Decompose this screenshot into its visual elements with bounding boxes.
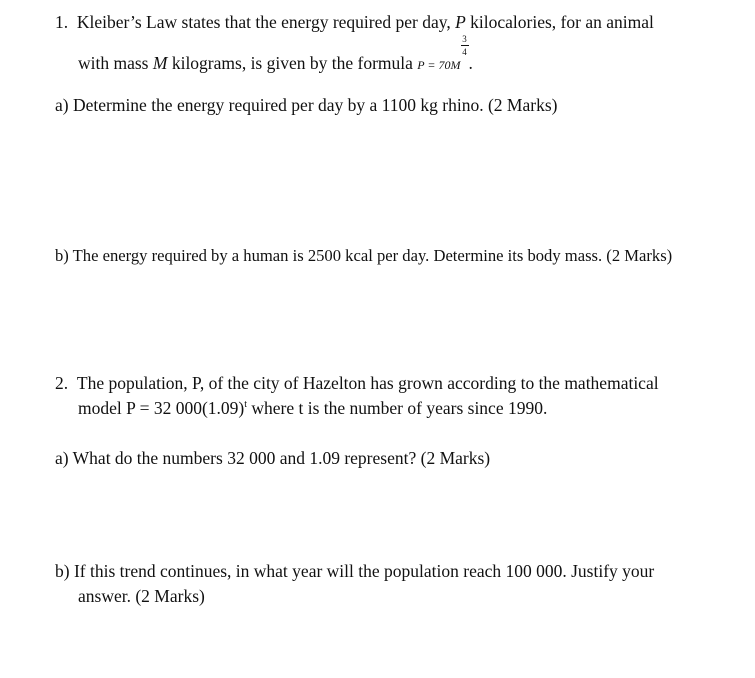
q2-exponent-t: t	[244, 399, 248, 411]
exponent-numerator: 3	[462, 34, 467, 44]
q2-line-2	[78, 400, 547, 418]
q1-part-a: a) Determine the energy required per day by a 1100 kg rhino. (2 Marks)	[55, 95, 558, 115]
q1-text-1b: kilocalories, for an animal	[465, 12, 654, 32]
fraction-bar	[461, 45, 469, 46]
q2-number: 2.	[55, 373, 69, 393]
q1-line-2	[78, 34, 473, 73]
q1-number: 1.	[55, 12, 69, 32]
q2-part-b-line-1: b) If this trend continues, in what year will the population reach 100 000. Justify your	[55, 561, 655, 581]
q2-text-1: The population, P, of the city of Hazelton has grown according to the mathematical	[76, 373, 659, 393]
kleiber-formula: P = 70M	[417, 58, 461, 72]
q2-part-a: a) What do the numbers 32 000 and 1.09 represent? (2 Marks)	[55, 448, 491, 468]
q1-text-1a: Kleiber’s Law states that the energy required per day,	[76, 12, 456, 32]
q1-var-m: M	[152, 53, 168, 73]
q1-line-1	[55, 14, 654, 32]
q1-text-2b: kilograms, is given by the formula	[167, 53, 418, 73]
q2-part-b-line-2: answer. (2 Marks)	[78, 586, 205, 606]
q2-line-1	[55, 375, 659, 393]
q2-model-text: model P = 32 000(1.09)	[78, 398, 245, 418]
q1-line-2-period: .	[468, 53, 473, 73]
q1-part-b: b) The energy required by a human is 2500 kcal per day. Determine its body mass. (2 Marks)	[55, 246, 673, 265]
q2-text-2b: where t is the number of years since 1990.	[247, 398, 548, 418]
q1-var-p: P	[455, 12, 466, 32]
q1-text-2a: with mass	[78, 53, 153, 73]
exponent-denominator: 4	[462, 47, 467, 57]
formula-exponent-fraction	[461, 34, 469, 69]
